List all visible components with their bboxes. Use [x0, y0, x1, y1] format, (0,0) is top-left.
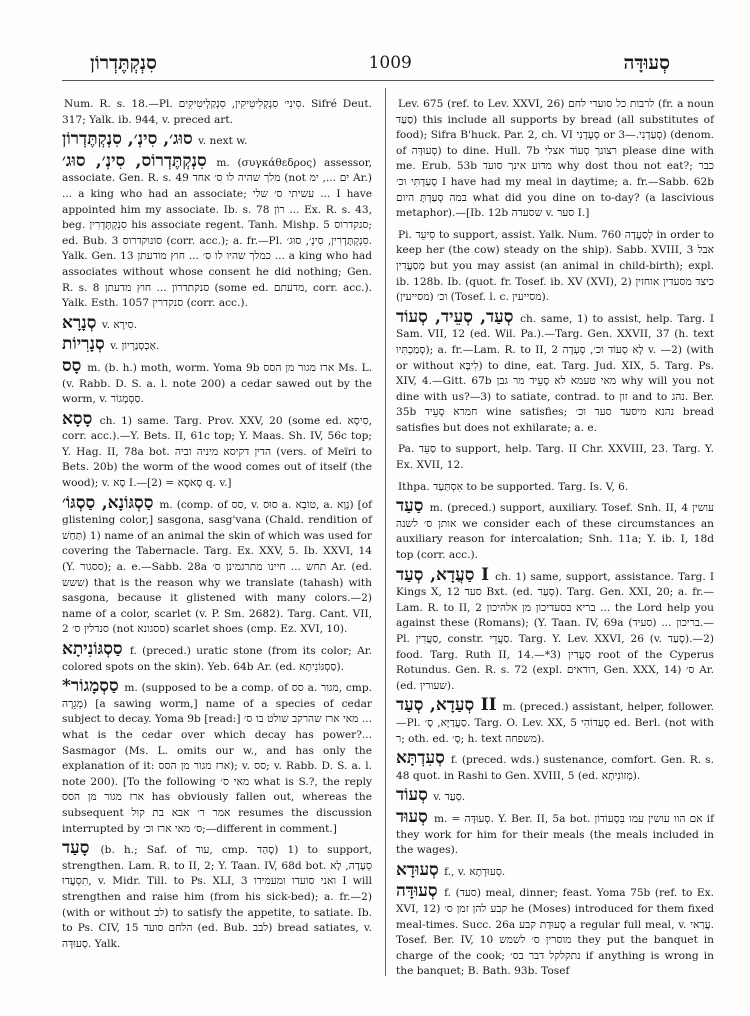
entry-grammar: Pi. סִיעֵד to support, assist. — [398, 228, 536, 241]
entry-text: Tosef. Snh. II, 4 עושין אותן ס׳ לשנה we consider each of these circumstances an auxiliary reason for intercalation; Snh. 11a; Y. ib. I, 18d top (corr. acc.). — [396, 502, 714, 562]
right-column — [396, 92, 714, 981]
entry-grammar: m. (preced.) assistant, helper, follower. — [502, 701, 714, 714]
entry-text: Num. R. s. 18.—Pl. סִינִי׳ סִנְקְלִיטִיקִין, סִנְקַלְיטִיקִים. Sifré Deut. 317; Yalk. ib. 944, v. preced art. — [62, 98, 372, 126]
entry-grammar: f., v. סְעוּדְתָא. — [444, 865, 506, 878]
entry-grammar: ch. same, 1) to assist, help. — [520, 312, 673, 325]
entry-text: Targ. II Chr. XXVIII, 23. Targ. Y. Ex. XVII, 12. — [396, 443, 714, 472]
entry-text: Targ. I Kings X, 12 סעד Bxt. (ed. סְעַר). Targ. Gen. XXI, 20; a. fr.—Lam. R. to II, 2 בריא בסעדיכון מן אלהיכון ... the Lord help you against these (Romans); (Y. Taan. IV, 69a בריכון ... (סעיד).—Pl. סַעֲדִין, constr. סַעֲדֵי. Targ. Y. Lev. XXVI, 26 (v. סָעַד).—2) food. Targ. Ruth II, 14.—*3) סַעֲדִין root of the Cyperus Rotundus. Gen. R. s. 72 (expl. דודאים, Gen. XXX, 14) ס׳ Ar. (ed. שעורין). — [396, 570, 715, 692]
entry-text: —Pl. סַעֲדַיָּא, סָ׳. Targ. O. Lev. XX, 5 סְעַדוֹהִי ed. Berl. (not with ר; oth. ed. סָ׳; h. text משפחה). — [396, 716, 714, 745]
entry-grammar: m. (preced.) support, auxiliary. — [429, 502, 598, 515]
entry-headword: סִנְקְתֶּדְרוֹס, סִינְ׳, סוּג׳ — [62, 150, 207, 171]
dictionary-entry — [62, 92, 372, 128]
entry-grammar: m. (supposed to be a comp. of סס a. מגור, cmp. מְגֵרָה) [a sawing worm,] name of a species of cedar subject to decay. — [62, 682, 372, 726]
entry-text: Targ. I Sam. VII, 12 (ed. Wil. Pa.).—Targ. Gen. XXVII, 37 (h. text סְמַכְתִּיו); a. fr.—Lam. R. to II, 2 לָא סְעוֹד וכ׳, סְעְדָה v. —2) (with or without לִיבָּא) to dine, eat. Targ. Jud. XIX, 5. Targ. Ps. XIV, 4.—Gitt. 67b מאי טעמא לא סָעֵיד מר גבן why will you not dine with us?—3) to satiate, contrad. to זון and to נהג. Ber. 35b חמרא סָעֵיד wine satisfies; נהנא מיסעד סעד וכ׳ bread satisfies but does not exhilarate; a. e. — [396, 312, 715, 434]
dictionary-entry — [396, 475, 714, 496]
left-column — [62, 92, 372, 953]
dictionary-entry — [396, 223, 714, 306]
dictionary-entry — [396, 748, 714, 784]
entry-text: Yeb. 64b Ar. (ed. סַסְגּוֹנִיתָא). — [207, 660, 344, 673]
entry-text: v. סִירָא. — [101, 318, 138, 331]
dictionary-entry — [396, 881, 714, 980]
dictionary-entry — [396, 860, 714, 881]
dictionary-entry — [62, 151, 372, 312]
entry-text: Lam. R. to II, 2; Y. Taan. IV, 68d bot. סְעָדָה, לָא תִסְעֲדוּ, v. Midr. Till. to Ps. XLI, 3 ואני סועדו ומעמידו I will strengthen and raise him (from his sick-bed); a. fr.—2) (with or without לב) to satisfy the appetite, to satiate. Ib. to Ps. CIV, 15 הלחם סועד (ed. Bub. לבב) bread satiates, v. סְעוּדָּה. Yalk. — [62, 859, 372, 950]
dictionary-entry — [62, 493, 372, 638]
entry-headword: סְעוּדָא — [396, 859, 439, 880]
entry-grammar: f. (preced.) uratic stone (from its color; Ar. colored spots on the skin). — [62, 645, 372, 673]
entry-headword: סַסְגּוֹנִיתָא — [62, 639, 123, 659]
dictionary-entry — [396, 565, 714, 695]
entry-text: Gen. R. s. 48 quot. in Rashi to Gen. XVIII, 5 (ed. מְזוֹנִיתָא). — [396, 754, 714, 782]
entry-text: Yalk. Num. 760 לְסַעֲדָה in order to keep her (the cow) steady on the ship). Sabb. XVIII, 3 אבל מְסַעֲדִין but you may assist (an animal in child-birth); expl. ib. 128b. Ib. (quot. fr. Tosef. ib. XV (XVI), 2) כיצד מסעדין אוחזין וכ׳ (מסייעין) (Tosef. l. c. מסייעין). — [396, 228, 714, 304]
dictionary-entry — [62, 676, 372, 837]
entry-headword: סַעַד — [396, 496, 424, 517]
dictionary-entry — [396, 307, 714, 437]
column-divider — [385, 88, 386, 976]
entry-grammar: f. (סעד) meal, dinner; feast. — [444, 887, 593, 900]
entry-text: Lev. 675 (ref. to Lev. XXVI, 26) לרבות כל סועדי לחם (fr. a noun סַעַד) this include all supports by bread (all substitutes of food); Sifra B'huck. Par. 2, ch. VI סְעָדָנִי or סְעַדְנִי.—3) (denom. of סְעוּדָּה) to dine. Hull. 7b רצונך סְעוֹד אצלי please dine with me. Erub. 53b מדוע אינך סועד why dost thou not eat?; כבר סָעַדְתִּי וכ׳ I have had my meal in daytime; a. fr.—Sabb. 62b במה סְעַדְתָּ היום what did you dine on to-day? (a lascivious metaphor).—[Ib. 12b שסעדה v. סער I.] — [396, 98, 715, 220]
entry-grammar: Ithpa. אִסְתַּעַד to be supported. — [398, 480, 555, 493]
entry-grammar: ch. 1) same. — [99, 414, 169, 427]
entry-text: Yoma 9b ארז מגור מן הסס Ms. L. (v. Rabb. D. S. a. l. note 200) a cedar sawed out by the worm, v. סַסְמָגוֹר. — [62, 361, 372, 406]
entry-headword: סְעוֹד — [396, 785, 428, 806]
dictionary-entry — [62, 356, 372, 408]
entry-text: Targ. Is. V, 6. — [558, 480, 629, 493]
entry-grammar: ch. 1) same, support, assistance. — [495, 570, 674, 583]
dictionary-entry — [396, 785, 714, 806]
entry-text: Gen. R. s. 49 מלך שהיה לו ס׳ אחד (not ים ..., ימ Ar.) ... a king who had an associate; עשיתי ס׳ שלי ... I have appointed him my associate. Ib. s. 78 רוֹן ... Ex. R. s. 43, beg. סִנְקְתֶּדְרִין his associate regent. Tanh. Mishp. 5 סנקדרוס; ed. Bub. 3 סונוקדרוס (corr. acc.); a. fr.—Pl. סִנְקְתֶּדְרִין, סִינְ׳, סוּג׳. Yalk. Gen. 13 כמלך שהיו לו ס׳ ... חוץ מודעתן ... a king who had associates without whose consent he did nothing; Gen. R. s. 8 סנקתדרון ... חוץ מדעתן (some ed. מדעתם, corr. acc.). Yalk. Esth. 1057 סנקדרין (corr. acc.). — [62, 172, 372, 310]
entry-headword: סָעַד — [62, 838, 90, 859]
dictionary-entry — [62, 129, 372, 150]
entry-text: v. next w. — [198, 135, 248, 148]
dictionary-entry — [62, 334, 372, 355]
running-head-left: סִנְקְתֶּדְרוֹן — [90, 51, 157, 74]
entry-headword: סְעוּדָּה — [396, 881, 438, 902]
running-head-right: סְעוּדָּה — [623, 51, 670, 74]
entry-text: Targ. Ex. XXV, 5. Ib. XXVI, 14 (Y. ססגור); a. e.—Sabb. 28a תחש ... חיינו מתרגמינן ס׳ Ar. (ed. ששש) that is the reason why we translate (tahash) with sasgona, because it glistened with many colors.—2) name of a color, scarlet (v. P. Sm. 2682). Targ. Cant. VII, 2 סנדלין ס׳ (not ססגונא) scarlet shoes (cmp. Ez. XVI, 10). — [62, 545, 372, 636]
entry-text: v. אַכְסְנַרְיוֹן. — [110, 340, 160, 353]
entry-headword: סְנָרָא — [62, 312, 97, 333]
dictionary-entry — [62, 409, 372, 492]
dictionary-entry — [62, 639, 372, 675]
page-header — [90, 48, 670, 78]
dictionary-entry — [396, 437, 714, 473]
entry-headword: סָס — [62, 355, 82, 376]
entry-headword: סוּג׳, סִינְ׳, סִנְקְתֶּדְרוֹן — [62, 129, 193, 150]
entry-headword: סְעַדָא, סְעַד II — [396, 695, 497, 716]
dictionary-entry — [396, 807, 714, 859]
entry-text: Yoma 75b (ref. to Ex. XVI, 12) קבע להן זמן ס׳ he (Moses) introduced for them fixed meal-times. Succ. 26a סְעוּדַת קבע a regular full meal, v. עֲרַאי. Tosef. Ber. IV, 10 מוסרין ס׳ לשמש they put the banquet in charge of the cook; נתקלקל דבר בס׳ if anything is wrong in the banquet; B. Bath. 93b. Tosef — [396, 887, 714, 978]
entry-text: אם הוו עושין עמו בִּסְעוֹדוֹן if they work for him for their meals (the meals included in the wages). — [396, 812, 714, 857]
dictionary-entry — [62, 838, 372, 952]
entry-grammar: m. = סְעוּדָּה. Y. Ber. II, 5a bot. — [433, 812, 591, 825]
entry-headword: סָסָא — [62, 408, 93, 429]
entry-grammar: m. (συγκάθεδρος) assessor, associate. — [62, 156, 372, 185]
entry-text: Yoma 9b [read:] מאי ארז שהרקב שולט בו ס׳ ... what is the cedar over which decay has power?... Sasmagor (Ms. L. omits our w., and has only the explanation of it: ארז מגור מן הסס); v. סס; v. Rabb. D. S. a. l. note 200). [To the following מאי ס׳ what is S.?, the reply ארז מגור מן הסס has obviously fallen out, whereas the subsequent אמר ר׳ אבא בת קול resumes the discussion interrupted by ס׳ מאי ארז וכ׳;—different in comment.] — [62, 713, 373, 835]
entry-grammar: Pa. סַעֵּד to support, help. — [398, 443, 532, 456]
entry-headword: סַעֲדָא, סְעַד I — [396, 564, 490, 585]
entry-grammar: (b. h.; Saf. of עוד, cmp. סָהַד) 1) to support, strengthen. — [62, 844, 372, 872]
dictionary-entry — [396, 496, 714, 563]
entry-headword: סְעִדְתָּא — [396, 748, 445, 769]
entry-text: Targ. Prov. XXV, 20 (some ed. סִיסָא, corr. acc.).—Y. Bets. II, 61c top; Y. Maas. Sh. IV, 56c top; Y. Hag. II, 78a bot. הדין דקיסא מיניה וביה (vers. of Meïri to Bets. 20b) the worm of the wood comes out of itself (the wood); v. סָא I.—[2) = סָאסָא q. v.] — [62, 414, 372, 490]
entry-headword: סְנָרִיוֹת — [62, 334, 105, 355]
entry-headword: *סַסְמָגוֹר — [62, 676, 119, 697]
header-rule — [62, 80, 714, 81]
dictionary-entry — [396, 92, 714, 222]
entry-grammar: m. (comp. of סס, v. סוּס a. טוֹבְא, a. נָוָא) [of glistening color,] sasgona, sasg'vana (Chald. rendition of תַּחַשׁ) 1) name of an animal the skin of which was used for covering the Tabernacle. — [62, 498, 373, 558]
entry-grammar: f. (preced. wds.) sustenance, comfort. — [450, 754, 657, 767]
entry-text: v. סְעַד. — [433, 791, 466, 804]
entry-headword: סְעוּד — [396, 806, 428, 827]
page-number: 1009 — [368, 53, 412, 73]
dictionary-entry — [396, 695, 714, 747]
entry-grammar: m. (b. h.) moth, worm. — [87, 361, 210, 374]
entry-headword: סְעַד, סְעֵיד, סְעוֹד — [396, 306, 514, 327]
entry-headword: סַסְגּוֹנָא, סַסְגּוֹ׳ — [62, 492, 154, 513]
dictionary-entry — [62, 313, 372, 334]
